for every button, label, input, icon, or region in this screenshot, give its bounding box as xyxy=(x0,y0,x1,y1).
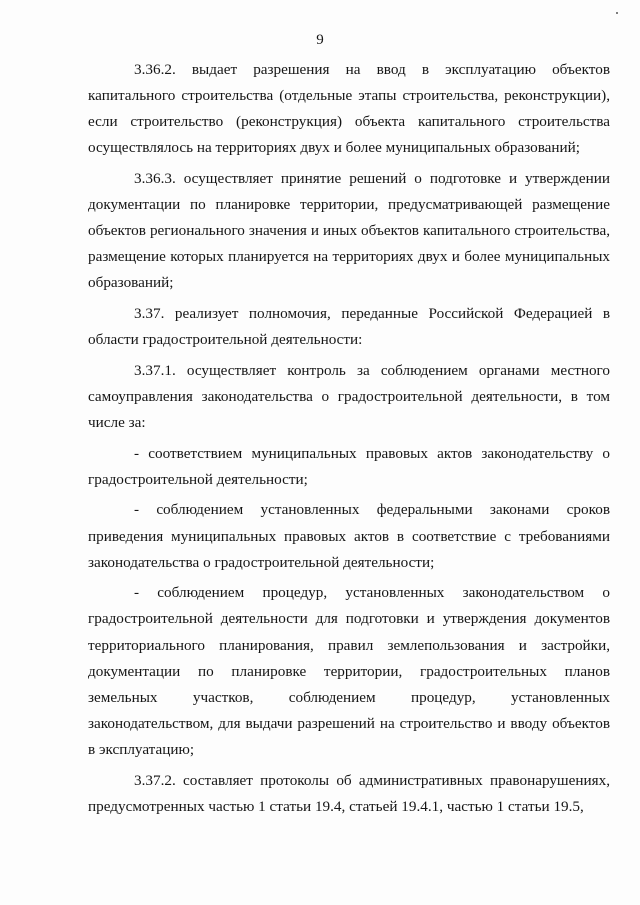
paragraph-3-37 xyxy=(88,301,610,353)
paragraph-text: 3.36.2. выдает разрешения на ввод в эксплуатацию объектов капитального строительства (отдельные этапы строительства, реконструкции), если строительство (реконструкция) объекта капитального строительства осуществлялось на территориях двух и более муниципальных образований; xyxy=(88,61,610,157)
paragraph-text: 3.37.2. составляет протоколы об административных правонарушениях, предусмотренных частью 1 статьи 19.4, статьей 19.4.1, частью 1 статьи 19.5, xyxy=(88,771,610,815)
paragraph-3-37-1 xyxy=(88,358,610,436)
paragraph-3-36-2 xyxy=(88,57,610,161)
paragraph-3-36-3 xyxy=(88,166,610,296)
paragraph-text: 3.37. реализует полномочия, переданные Российской Федерацией в области градостроительной деятельности: xyxy=(88,305,610,349)
paragraph-text: 3.37.1. осуществляет контроль за соблюдением органами местного самоуправления законодательства о градостроительной деятельности, в том числе за: xyxy=(88,361,610,431)
list-item-deadlines xyxy=(88,497,610,575)
document-body xyxy=(88,57,610,820)
paragraph-text: - соответствием муниципальных правовых актов законодательству о градостроительной деятельности; xyxy=(88,444,610,488)
paragraph-text: 3.36.3. осуществляет принятие решений о подготовке и утверждении документации по планировке территории, предусматривающей размещение объектов регионального значения и иных объектов капитального строительства, размещение которых планируется на территориях двух и более муниципальных образований; xyxy=(88,169,610,292)
paragraph-text: - соблюдением установленных федеральными законами сроков приведения муниципальных правовых актов в соответствие с требованиями законодательства о градостроительной деятельности; xyxy=(88,501,610,571)
list-item-municipal-acts xyxy=(88,441,610,493)
paragraph-text: - соблюдением процедур, установленных законодательством о градостроительной деятельности для подготовки и утверждения документов территориального планирования, правил землепользования и застройки, документации по планировке территории, градостроительных планов земельных участков, соблюдением процедур, установленных законодательством, для выдачи разрешений на строительство и вводу объектов в эксплуатацию; xyxy=(88,584,610,758)
list-item-procedures xyxy=(88,580,610,763)
paragraph-3-37-2 xyxy=(88,768,610,820)
page-number: 9 xyxy=(316,32,324,48)
scan-mark xyxy=(616,12,618,14)
